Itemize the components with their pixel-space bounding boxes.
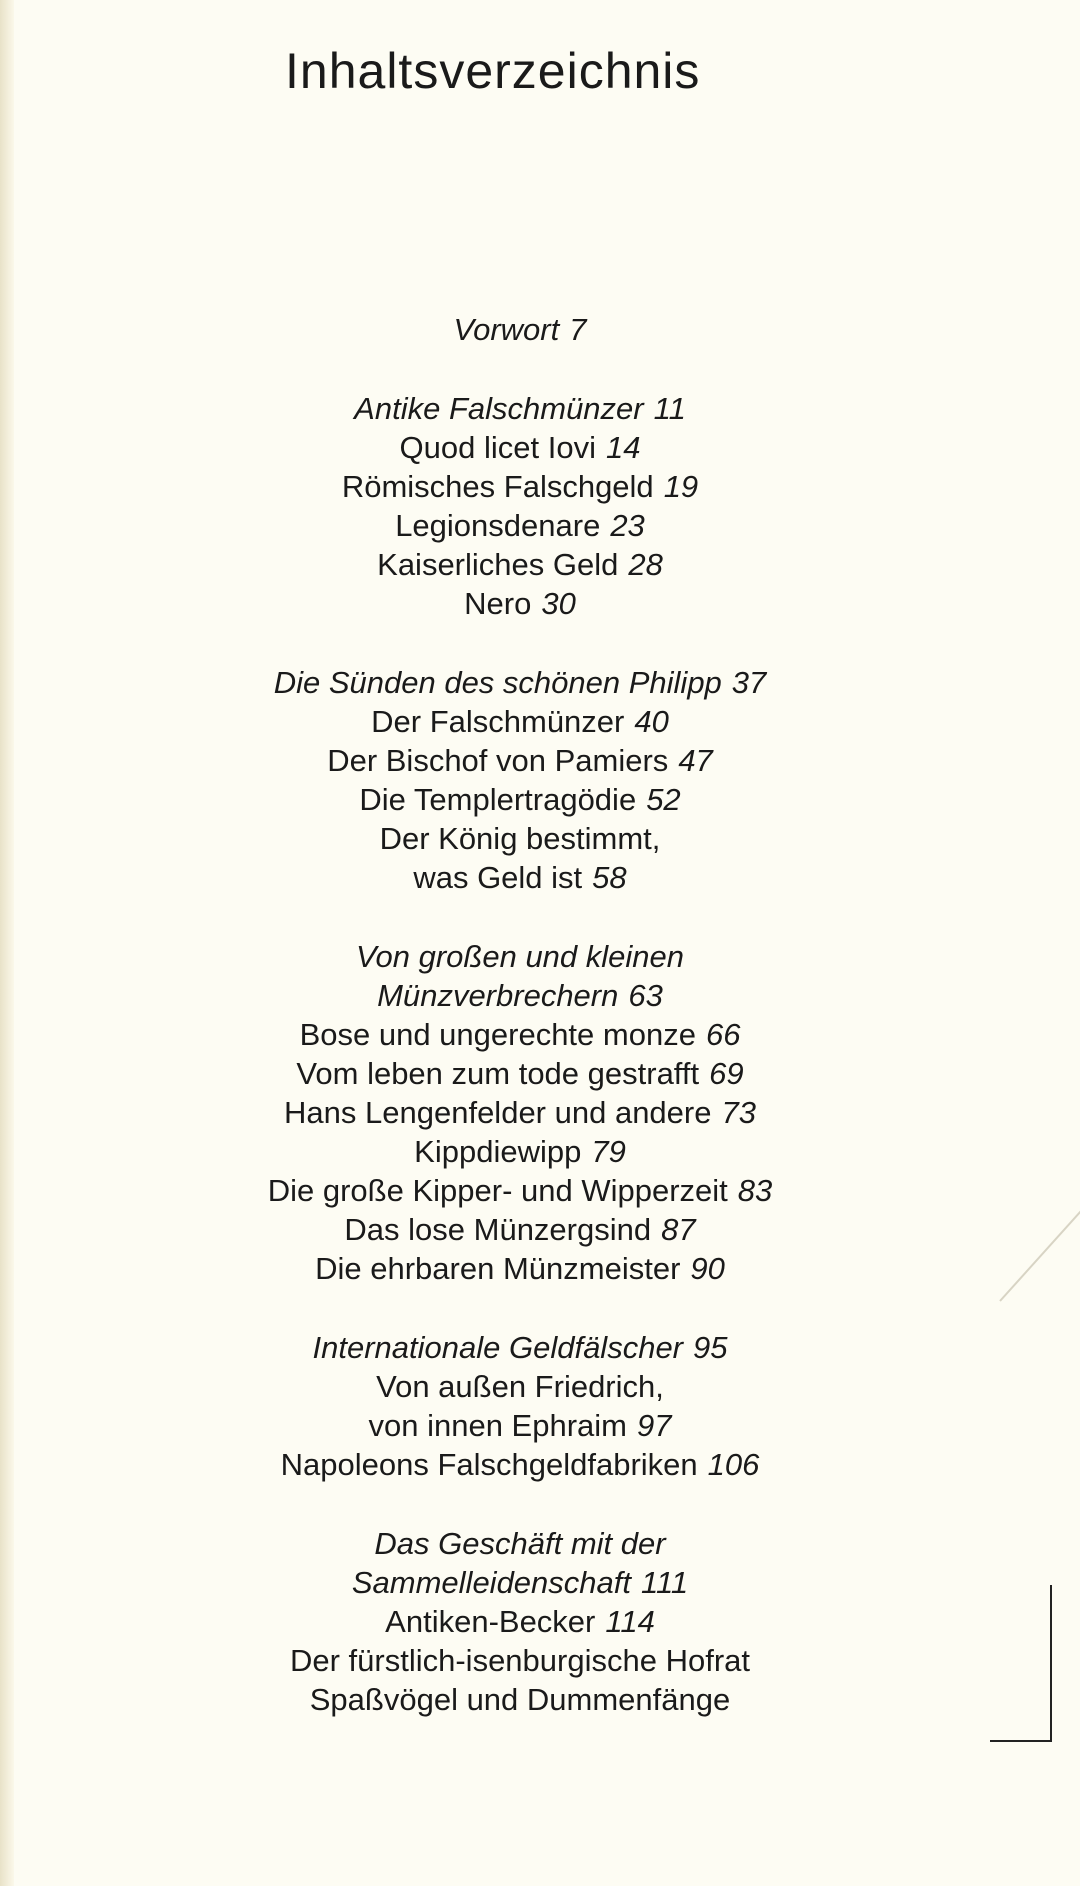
- toc-entry-line: [200, 1093, 840, 1132]
- toc-chapter-line: [200, 937, 840, 976]
- toc-entry-line: [200, 1602, 840, 1641]
- entry-title: was Geld ist: [413, 860, 583, 895]
- entry-title: Von außen Friedrich,: [376, 1369, 664, 1404]
- toc-entry-line: [200, 1680, 840, 1719]
- entry-title: Kippdiewipp: [414, 1134, 582, 1169]
- page-number: 69: [709, 1056, 744, 1091]
- chapter-title: Internationale Geldfälscher: [312, 1330, 684, 1365]
- entry-title: Der Bischof von Pamiers: [327, 743, 669, 778]
- toc-entry-line: [200, 819, 840, 858]
- toc-entry-line: [200, 780, 840, 819]
- toc-chapter-line: [200, 389, 840, 428]
- entry-title: Vom leben zum tode gestrafft: [296, 1056, 700, 1091]
- entry-title: Das lose Münzergsind: [344, 1212, 652, 1247]
- entry-title: Die ehrbaren Münzmeister: [315, 1251, 681, 1286]
- entry-title: Der fürstlich-isenburgische Hofrat: [289, 1643, 750, 1678]
- page-number: 37: [731, 665, 767, 700]
- toc-entry-line: [200, 584, 840, 623]
- entry-title: Napoleons Falschgeldfabriken: [280, 1447, 698, 1482]
- toc-chapter-line: [200, 976, 840, 1015]
- chapter-title: Antike Falschmünzer: [354, 391, 644, 426]
- page-number: 87: [661, 1212, 696, 1247]
- page-number: 30: [541, 586, 576, 621]
- page-number: 7: [569, 312, 587, 347]
- toc-entry-line: [200, 702, 840, 741]
- toc-entry-line: [200, 467, 840, 506]
- entry-title: Der Falschmünzer: [371, 704, 625, 739]
- toc-entry-line: [200, 1210, 840, 1249]
- page-number: 28: [628, 547, 663, 582]
- page-number: 58: [592, 860, 627, 895]
- toc-entry-line: [200, 1367, 840, 1406]
- entry-title: Hans Lengenfelder und andere: [284, 1095, 712, 1130]
- entry-title: Quod licet Iovi: [399, 430, 596, 465]
- toc-entry-line: [200, 1054, 840, 1093]
- entry-title: von innen Ephraim: [368, 1408, 627, 1443]
- page-number: 73: [721, 1095, 756, 1130]
- page-number: 95: [693, 1330, 728, 1365]
- page-number: 47: [678, 743, 713, 778]
- toc-entry-line: [200, 858, 840, 897]
- toc-entry-line: [200, 545, 840, 584]
- page-number: 52: [646, 782, 681, 817]
- toc-entry-line: [200, 1015, 840, 1054]
- toc-section: [200, 1524, 840, 1719]
- toc-entry-line: [200, 428, 840, 467]
- page-number: 66: [705, 1017, 741, 1052]
- page-number: 19: [663, 469, 699, 504]
- toc-section: [200, 389, 840, 623]
- crop-mark: [990, 1585, 1052, 1742]
- table-of-contents: [200, 310, 840, 1759]
- chapter-title: Die Sünden des schönen Philipp: [273, 665, 722, 700]
- toc-section: [200, 663, 840, 897]
- entry-title: Römisches Falschgeld: [341, 469, 654, 504]
- entry-title: Legionsdenare: [395, 508, 601, 543]
- page-number: 83: [737, 1173, 773, 1208]
- entry-title: Antiken-Becker: [385, 1604, 596, 1639]
- toc-entry-line: [200, 1249, 840, 1288]
- toc-entry-line: [200, 506, 840, 545]
- page-number: 23: [610, 508, 645, 543]
- chapter-title: Das Geschäft mit der: [374, 1526, 666, 1561]
- toc-chapter-line: [200, 1328, 840, 1367]
- page-title: Inhaltsverzeichnis: [285, 43, 701, 99]
- toc-entry-line: [200, 1171, 840, 1210]
- toc-section: [200, 1328, 840, 1484]
- chapter-title: Vorwort: [453, 312, 560, 347]
- page-number: 63: [628, 978, 663, 1013]
- entry-title: Nero: [464, 586, 532, 621]
- toc-entry-line: [200, 1445, 840, 1484]
- page-number: 79: [591, 1134, 626, 1169]
- toc-chapter-line: [200, 310, 840, 349]
- chapter-title: Sammelleidenschaft: [351, 1565, 631, 1600]
- toc-entry-line: [200, 741, 840, 780]
- page-number: 40: [634, 704, 669, 739]
- toc-section: [200, 937, 840, 1288]
- page-number: 97: [637, 1408, 672, 1443]
- page-number: 90: [690, 1251, 725, 1286]
- entry-title: Spaßvögel und Dummenfänge: [309, 1682, 731, 1717]
- toc-entry-line: [200, 1406, 840, 1445]
- toc-entry-line: [200, 1641, 840, 1680]
- page-number: 111: [641, 1565, 689, 1600]
- chapter-title: Münzverbrechern: [377, 978, 619, 1013]
- page-number: 106: [707, 1447, 760, 1482]
- entry-title: Bose und ungerechte monze: [299, 1017, 696, 1052]
- page-number: 14: [605, 430, 641, 465]
- toc-chapter-line: [200, 1563, 840, 1602]
- page-number: 114: [605, 1604, 655, 1639]
- toc-section: [200, 310, 840, 349]
- entry-title: Der König bestimmt,: [379, 821, 661, 856]
- toc-entry-line: [200, 1132, 840, 1171]
- toc-chapter-line: [200, 663, 840, 702]
- entry-title: Kaiserliches Geld: [377, 547, 619, 582]
- page-edge: [0, 0, 14, 1886]
- entry-title: Die große Kipper- und Wipperzeit: [267, 1173, 728, 1208]
- toc-chapter-line: [200, 1524, 840, 1563]
- entry-title: Die Templertragödie: [359, 782, 637, 817]
- fold-crease: [999, 1181, 1080, 1301]
- page-number: 11: [653, 391, 686, 426]
- chapter-title: Von großen und kleinen: [355, 939, 685, 974]
